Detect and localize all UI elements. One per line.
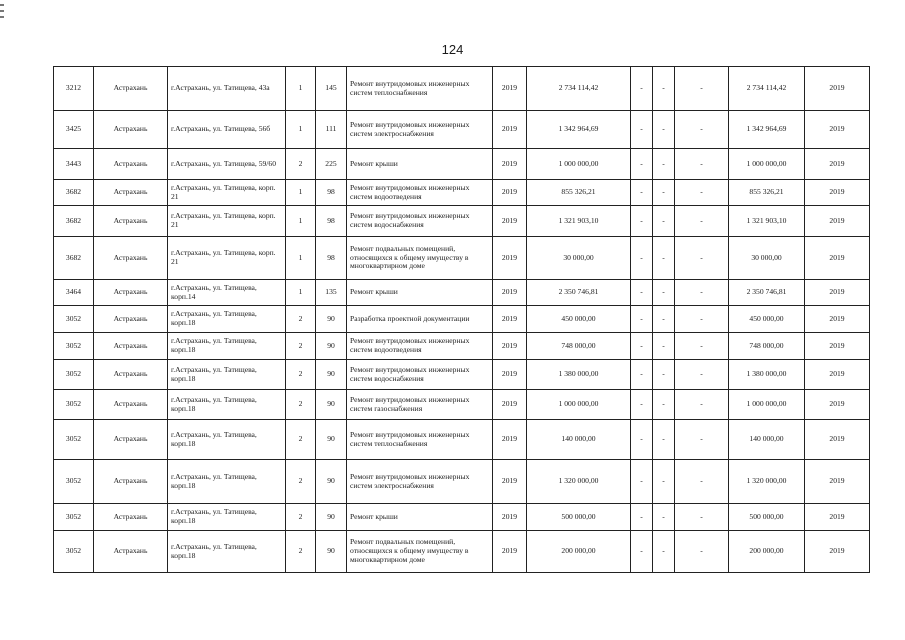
table-row <box>54 306 870 333</box>
city-cell: Астрахань <box>94 180 168 206</box>
address-cell: г.Астрахань, ул. Татищева, корп. 21 <box>168 237 286 280</box>
count-cell: 98 <box>316 206 347 237</box>
work-type-cell: Ремонт крыши <box>347 149 493 180</box>
empty-value-cell: - <box>631 111 653 149</box>
year-cell: 2019 <box>493 360 527 390</box>
count-cell: 135 <box>316 280 347 306</box>
empty-value-cell: - <box>631 237 653 280</box>
empty-value-cell: - <box>653 333 675 360</box>
year-cell: 2019 <box>493 306 527 333</box>
empty-value-cell: - <box>675 180 729 206</box>
work-type-cell: Ремонт внутридомовых инженерных систем электроснабжения <box>347 460 493 504</box>
empty-value-cell: - <box>675 67 729 111</box>
count-cell: 2 <box>286 306 316 333</box>
end-year-cell: 2019 <box>805 333 870 360</box>
amount-cell: 1 342 964,69 <box>527 111 631 149</box>
total-cell: 200 000,00 <box>729 531 805 573</box>
empty-value-cell: - <box>631 531 653 573</box>
empty-value-cell: - <box>631 149 653 180</box>
end-year-cell: 2019 <box>805 460 870 504</box>
empty-value-cell: - <box>631 180 653 206</box>
year-cell: 2019 <box>493 67 527 111</box>
empty-value-cell: - <box>631 280 653 306</box>
work-type-cell: Ремонт внутридомовых инженерных систем водоснабжения <box>347 206 493 237</box>
empty-value-cell: - <box>653 360 675 390</box>
total-cell: 140 000,00 <box>729 420 805 460</box>
address-cell: г.Астрахань, ул. Татищева, корп.18 <box>168 306 286 333</box>
empty-value-cell: - <box>653 504 675 531</box>
table-row <box>54 67 870 111</box>
amount-cell: 2 734 114,42 <box>527 67 631 111</box>
table-row <box>54 237 870 280</box>
total-cell: 1 320 000,00 <box>729 460 805 504</box>
amount-cell: 140 000,00 <box>527 420 631 460</box>
count-cell: 1 <box>286 111 316 149</box>
total-cell: 2 350 746,81 <box>729 280 805 306</box>
empty-value-cell: - <box>653 280 675 306</box>
table-row <box>54 149 870 180</box>
count-cell: 98 <box>316 180 347 206</box>
address-cell: г.Астрахань, ул. Татищева, корп.18 <box>168 333 286 360</box>
empty-value-cell: - <box>631 460 653 504</box>
house-code-cell: 3682 <box>54 180 94 206</box>
empty-value-cell: - <box>675 420 729 460</box>
amount-cell: 2 350 746,81 <box>527 280 631 306</box>
count-cell: 90 <box>316 504 347 531</box>
house-code-cell: 3464 <box>54 280 94 306</box>
empty-value-cell: - <box>653 206 675 237</box>
address-cell: г.Астрахань, ул. Татищева, корп. 21 <box>168 206 286 237</box>
empty-value-cell: - <box>675 111 729 149</box>
total-cell: 2 734 114,42 <box>729 67 805 111</box>
page-number: 124 <box>441 42 464 57</box>
count-cell: 2 <box>286 390 316 420</box>
amount-cell: 450 000,00 <box>527 306 631 333</box>
empty-value-cell: - <box>631 420 653 460</box>
empty-value-cell: - <box>653 420 675 460</box>
year-cell: 2019 <box>493 504 527 531</box>
amount-cell: 1 000 000,00 <box>527 149 631 180</box>
year-cell: 2019 <box>493 149 527 180</box>
table-row <box>54 111 870 149</box>
empty-value-cell: - <box>675 306 729 333</box>
work-type-cell: Ремонт внутридомовых инженерных систем газоснабжения <box>347 390 493 420</box>
empty-value-cell: - <box>653 460 675 504</box>
house-code-cell: 3052 <box>54 531 94 573</box>
house-code-cell: 3682 <box>54 206 94 237</box>
address-cell: г.Астрахань, ул. Татищева, корп.18 <box>168 390 286 420</box>
count-cell: 1 <box>286 206 316 237</box>
address-cell: г.Астрахань, ул. Татищева, корп.18 <box>168 420 286 460</box>
empty-value-cell: - <box>631 333 653 360</box>
work-type-cell: Ремонт крыши <box>347 280 493 306</box>
year-cell: 2019 <box>493 180 527 206</box>
amount-cell: 855 326,21 <box>527 180 631 206</box>
total-cell: 1 000 000,00 <box>729 149 805 180</box>
city-cell: Астрахань <box>94 306 168 333</box>
city-cell: Астрахань <box>94 111 168 149</box>
city-cell: Астрахань <box>94 460 168 504</box>
house-code-cell: 3052 <box>54 333 94 360</box>
empty-value-cell: - <box>653 111 675 149</box>
house-code-cell: 3052 <box>54 306 94 333</box>
count-cell: 1 <box>286 180 316 206</box>
count-cell: 2 <box>286 531 316 573</box>
address-cell: г.Астрахань, ул. Татищева, корп.18 <box>168 531 286 573</box>
empty-value-cell: - <box>653 149 675 180</box>
address-cell: г.Астрахань, ул. Татищева, корп. 21 <box>168 180 286 206</box>
end-year-cell: 2019 <box>805 360 870 390</box>
year-cell: 2019 <box>493 531 527 573</box>
end-year-cell: 2019 <box>805 280 870 306</box>
year-cell: 2019 <box>493 206 527 237</box>
end-year-cell: 2019 <box>805 149 870 180</box>
amount-cell: 1 380 000,00 <box>527 360 631 390</box>
end-year-cell: 2019 <box>805 306 870 333</box>
empty-value-cell: - <box>631 306 653 333</box>
total-cell: 1 000 000,00 <box>729 390 805 420</box>
total-cell: 30 000,00 <box>729 237 805 280</box>
year-cell: 2019 <box>493 237 527 280</box>
table-body <box>54 67 870 573</box>
count-cell: 1 <box>286 280 316 306</box>
empty-value-cell: - <box>653 237 675 280</box>
empty-value-cell: - <box>675 504 729 531</box>
table-row <box>54 420 870 460</box>
city-cell: Астрахань <box>94 333 168 360</box>
count-cell: 1 <box>286 67 316 111</box>
table-row <box>54 531 870 573</box>
house-code-cell: 3052 <box>54 420 94 460</box>
address-cell: г.Астрахань, ул. Татищева, 43а <box>168 67 286 111</box>
house-code-cell: 3682 <box>54 237 94 280</box>
city-cell: Астрахань <box>94 504 168 531</box>
house-code-cell: 3052 <box>54 460 94 504</box>
work-type-cell: Ремонт внутридомовых инженерных систем водоотведения <box>347 180 493 206</box>
year-cell: 2019 <box>493 280 527 306</box>
city-cell: Астрахань <box>94 149 168 180</box>
house-code-cell: 3212 <box>54 67 94 111</box>
address-cell: г.Астрахань, ул. Татищева, корп.18 <box>168 504 286 531</box>
amount-cell: 30 000,00 <box>527 237 631 280</box>
empty-value-cell: - <box>631 390 653 420</box>
year-cell: 2019 <box>493 460 527 504</box>
house-code-cell: 3443 <box>54 149 94 180</box>
scan-margin-marks <box>0 0 4 30</box>
end-year-cell: 2019 <box>805 180 870 206</box>
year-cell: 2019 <box>493 390 527 420</box>
count-cell: 2 <box>286 333 316 360</box>
city-cell: Астрахань <box>94 390 168 420</box>
total-cell: 855 326,21 <box>729 180 805 206</box>
count-cell: 225 <box>316 149 347 180</box>
table-row <box>54 280 870 306</box>
work-type-cell: Ремонт крыши <box>347 504 493 531</box>
total-cell: 450 000,00 <box>729 306 805 333</box>
count-cell: 145 <box>316 67 347 111</box>
count-cell: 90 <box>316 306 347 333</box>
empty-value-cell: - <box>653 306 675 333</box>
total-cell: 500 000,00 <box>729 504 805 531</box>
amount-cell: 500 000,00 <box>527 504 631 531</box>
empty-value-cell: - <box>675 531 729 573</box>
amount-cell: 200 000,00 <box>527 531 631 573</box>
address-cell: г.Астрахань, ул. Татищева, корп.18 <box>168 460 286 504</box>
count-cell: 2 <box>286 149 316 180</box>
end-year-cell: 2019 <box>805 237 870 280</box>
table-row <box>54 333 870 360</box>
repair-works-table <box>53 66 870 573</box>
count-cell: 90 <box>316 333 347 360</box>
empty-value-cell: - <box>675 280 729 306</box>
table-row <box>54 360 870 390</box>
city-cell: Астрахань <box>94 360 168 390</box>
empty-value-cell: - <box>675 333 729 360</box>
city-cell: Астрахань <box>94 206 168 237</box>
amount-cell: 1 320 000,00 <box>527 460 631 504</box>
empty-value-cell: - <box>631 504 653 531</box>
house-code-cell: 3052 <box>54 390 94 420</box>
empty-value-cell: - <box>675 390 729 420</box>
empty-value-cell: - <box>631 67 653 111</box>
table-row <box>54 180 870 206</box>
house-code-cell: 3425 <box>54 111 94 149</box>
total-cell: 748 000,00 <box>729 333 805 360</box>
amount-cell: 748 000,00 <box>527 333 631 360</box>
total-cell: 1 380 000,00 <box>729 360 805 390</box>
count-cell: 2 <box>286 360 316 390</box>
city-cell: Астрахань <box>94 280 168 306</box>
end-year-cell: 2019 <box>805 420 870 460</box>
house-code-cell: 3052 <box>54 504 94 531</box>
city-cell: Астрахань <box>94 420 168 460</box>
count-cell: 98 <box>316 237 347 280</box>
amount-cell: 1 321 903,10 <box>527 206 631 237</box>
end-year-cell: 2019 <box>805 111 870 149</box>
work-type-cell: Ремонт внутридомовых инженерных систем электроснабжения <box>347 111 493 149</box>
count-cell: 90 <box>316 460 347 504</box>
empty-value-cell: - <box>631 206 653 237</box>
work-type-cell: Ремонт внутридомовых инженерных систем водоотведения <box>347 333 493 360</box>
city-cell: Астрахань <box>94 237 168 280</box>
work-type-cell: Ремонт внутридомовых инженерных систем теплоснабжения <box>347 67 493 111</box>
count-cell: 2 <box>286 460 316 504</box>
empty-value-cell: - <box>675 460 729 504</box>
empty-value-cell: - <box>631 360 653 390</box>
work-type-cell: Ремонт внутридомовых инженерных систем теплоснабжения <box>347 420 493 460</box>
year-cell: 2019 <box>493 111 527 149</box>
work-type-cell: Ремонт внутридомовых инженерных систем водоснабжения <box>347 360 493 390</box>
address-cell: г.Астрахань, ул. Татищева, корп.18 <box>168 360 286 390</box>
total-cell: 1 342 964,69 <box>729 111 805 149</box>
work-type-cell: Ремонт подвальных помещений, относящихся к общему имуществу в многоквартирном доме <box>347 531 493 573</box>
city-cell: Астрахань <box>94 531 168 573</box>
address-cell: г.Астрахань, ул. Татищева, корп.14 <box>168 280 286 306</box>
year-cell: 2019 <box>493 420 527 460</box>
empty-value-cell: - <box>653 180 675 206</box>
count-cell: 1 <box>286 237 316 280</box>
amount-cell: 1 000 000,00 <box>527 390 631 420</box>
table-row <box>54 206 870 237</box>
address-cell: г.Астрахань, ул. Татищева, 59/60 <box>168 149 286 180</box>
year-cell: 2019 <box>493 333 527 360</box>
house-code-cell: 3052 <box>54 360 94 390</box>
work-type-cell: Разработка проектной документации <box>347 306 493 333</box>
total-cell: 1 321 903,10 <box>729 206 805 237</box>
end-year-cell: 2019 <box>805 206 870 237</box>
count-cell: 2 <box>286 420 316 460</box>
end-year-cell: 2019 <box>805 390 870 420</box>
empty-value-cell: - <box>675 149 729 180</box>
empty-value-cell: - <box>675 206 729 237</box>
address-cell: г.Астрахань, ул. Татищева, 56б <box>168 111 286 149</box>
table-row <box>54 390 870 420</box>
count-cell: 90 <box>316 531 347 573</box>
count-cell: 90 <box>316 420 347 460</box>
empty-value-cell: - <box>675 360 729 390</box>
city-cell: Астрахань <box>94 67 168 111</box>
table-row <box>54 504 870 531</box>
end-year-cell: 2019 <box>805 504 870 531</box>
count-cell: 111 <box>316 111 347 149</box>
count-cell: 2 <box>286 504 316 531</box>
empty-value-cell: - <box>675 237 729 280</box>
empty-value-cell: - <box>653 67 675 111</box>
count-cell: 90 <box>316 360 347 390</box>
empty-value-cell: - <box>653 531 675 573</box>
work-type-cell: Ремонт подвальных помещений, относящихся к общему имуществу в многоквартирном доме <box>347 237 493 280</box>
end-year-cell: 2019 <box>805 531 870 573</box>
empty-value-cell: - <box>653 390 675 420</box>
end-year-cell: 2019 <box>805 67 870 111</box>
table-row <box>54 460 870 504</box>
count-cell: 90 <box>316 390 347 420</box>
